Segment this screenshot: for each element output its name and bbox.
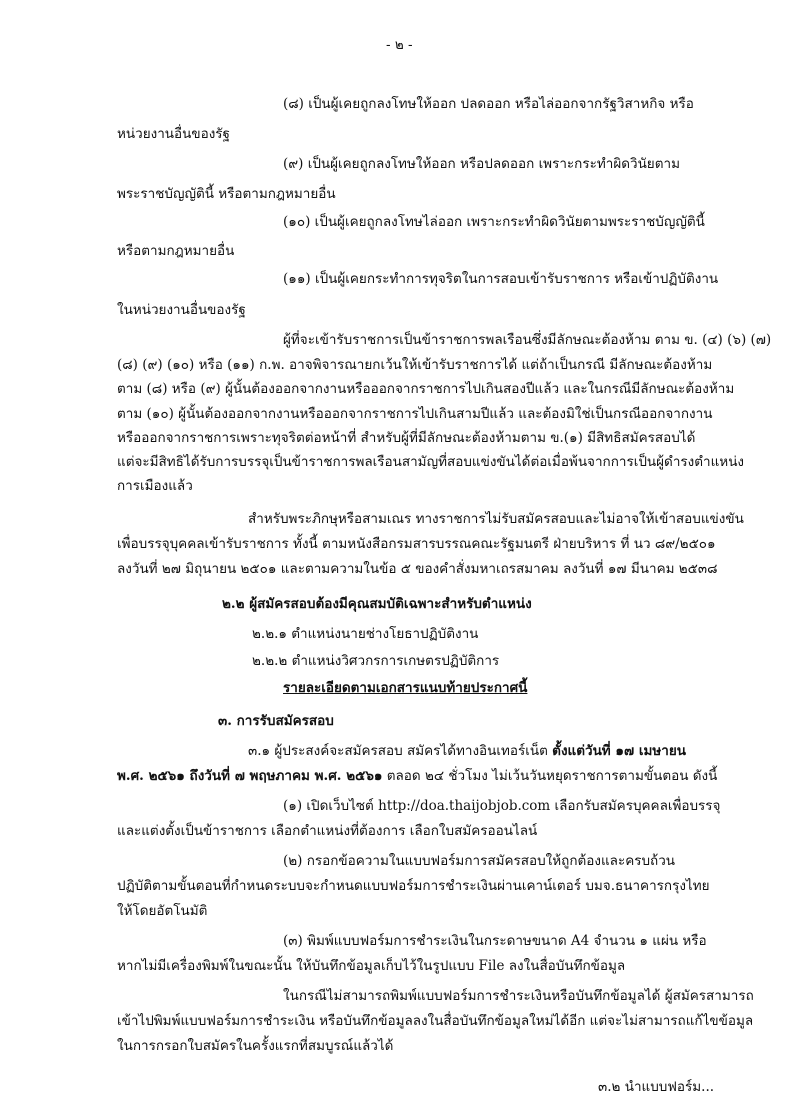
section-3-1-rest: ตลอด ๒๔ ชั่วโมง ไม่เว้นวันหยุดราชการตามขั้นตอน ดังนี้ <box>382 768 718 784</box>
item-8-line-1: (๘) เป็นผู้เคยถูกลงโทษให้ออก ปลดออก หรือไล่ออกจากรัฐวิสาหกิจ หรือ <box>283 96 694 112</box>
section-3-1-line-2 <box>117 767 717 785</box>
fallback-line-1: ในกรณีไม่สามารถพิมพ์แบบฟอร์มการชำระเงินหรือบันทึกข้อมูลได้ ผู้สมัครสามารถ <box>283 988 754 1004</box>
footer-continuation: ๓.๒ นำแบบฟอร์ม... <box>598 1079 715 1095</box>
section-3-heading: ๓. การรับสมัครสอบ <box>218 713 334 729</box>
item-10-line-1: (๑๐) เป็นผู้เคยถูกลงโทษไล่ออก เพราะกระทำผิดวินัยตามพระราชบัญญัตินี้ <box>283 214 705 230</box>
step-1-line-1: (๑) เปิดเว็บไซต์ http://doa.thaijobjob.com เลือกรับสมัครบุคคลเพื่อบรรจุ <box>283 798 721 814</box>
exemption-line-7: การเมืองแล้ว <box>117 478 193 494</box>
item-8-line-2: หน่วยงานอื่นของรัฐ <box>117 126 230 142</box>
step-2-line-3: ให้โดยอัตโนมัติ <box>117 903 208 919</box>
item-11-line-2: ในหน่วยงานอื่นของรัฐ <box>117 302 246 318</box>
section-2-2-heading: ๒.๒ ผู้สมัครสอบต้องมีคุณสมบัติเฉพาะสำหรับตำแหน่ง <box>222 596 532 612</box>
position-2-2-2: ๒.๒.๒ ตำแหน่งวิศวกรการเกษตรปฏิบัติการ <box>252 653 500 669</box>
application-end-date: พ.ศ. ๒๕๖๑ ถึงวันที่ ๗ พฤษภาคม พ.ศ. ๒๕๖๑ <box>117 768 383 784</box>
application-start-date: ตั้งแต่วันที่ ๑๗ เมษายน <box>552 743 686 759</box>
item-11-line-1: (๑๑) เป็นผู้เคยกระทำการทุจริตในการสอบเข้ารับราชการ หรือเข้าปฏิบัติงาน <box>283 271 719 287</box>
fallback-line-3: ในการกรอกใบสมัครในครั้งแรกที่สมบูรณ์แล้วได้ <box>117 1038 394 1054</box>
section-3-1-line-1 <box>248 742 686 760</box>
section-3-1-intro: ๓.๑ ผู้ประสงค์จะสมัครสอบ สมัครได้ทางอินเทอร์เน็ต <box>248 743 553 759</box>
item-9-line-2: พระราชบัญญัตินี้ หรือตามกฎหมายอื่น <box>117 186 336 202</box>
step-3-line-2: หากไม่มีเครื่องพิมพ์ในขณะนั้น ให้บันทึกข้อมูลเก็บไว้ในรูปแบบ File ลงในสื่อบันทึกข้อมูล <box>117 958 626 974</box>
monks-line-3: ลงวันที่ ๒๗ มิถุนายน ๒๕๐๑ และตามความในข้อ ๕ ของคำสั่งมหาเถรสมาคม ลงวันที่ ๑๗ มีนาคม ๒๕๓๘ <box>117 561 718 577</box>
exemption-line-6: แต่จะมีสิทธิได้รับการบรรจุเป็นข้าราชการพลเรือนสามัญที่สอบแข่งขันได้ต่อเมื่อพ้นจากการเป็นผู้ดำรงตำแหน่ง <box>117 454 745 470</box>
item-10-line-2: หรือตามกฎหมายอื่น <box>117 243 235 259</box>
position-2-2-1: ๒.๒.๑ ตำแหน่งนายช่างโยธาปฏิบัติงาน <box>252 626 479 642</box>
page-number: - ๒ - <box>386 37 413 53</box>
step-3-line-1: (๓) พิมพ์แบบฟอร์มการชำระเงินในกระดาษขนาด A4 จำนวน ๑ แผ่น หรือ <box>283 933 707 949</box>
monks-line-1: สำหรับพระภิกษุหรือสามเณร ทางราชการไม่รับสมัครสอบและไม่อาจให้เข้าสอบแข่งขัน <box>248 511 744 527</box>
monks-line-2: เพื่อบรรจุบุคคลเข้ารับราชการ ทั้งนี้ ตามหนังสือกรมสารบรรณคณะรัฐมนตรี ฝ่ายบริหาร ที่ นว ๘๙/๒๕๐๑ <box>117 536 716 552</box>
attachment-note: รายละเอียดตามเอกสารแนบท้ายประกาศนี้ <box>283 680 528 696</box>
exemption-line-2: (๘) (๙) (๑๐) หรือ (๑๑) ก.พ. อาจพิจารณายกเว้นให้เข้ารับราชการได้ แต่ถ้าเป็นกรณี มีลักษณะต้องห้าม <box>117 357 713 373</box>
exemption-line-3: ตาม (๘) หรือ (๙) ผู้นั้นต้องออกจากงานหรือออกจากราชการไปเกินสองปีแล้ว และในกรณีมีลักษณะต้องห้าม <box>117 381 735 397</box>
item-9-line-1: (๙) เป็นผู้เคยถูกลงโทษให้ออก หรือปลดออก เพราะกระทำผิดวินัยตาม <box>283 156 680 172</box>
step-2-line-1: (๒) กรอกข้อความในแบบฟอร์มการสมัครสอบให้ถูกต้องและครบถ้วน <box>283 853 676 869</box>
fallback-line-2: เข้าไปพิมพ์แบบฟอร์มการชำระเงิน หรือบันทึกข้อมูลลงในสื่อบันทึกข้อมูลใหม่ได้อีก แต่จะไม่สามารถแก้ไขข้อมูล <box>117 1013 754 1029</box>
exemption-line-4: ตาม (๑๐) ผู้นั้นต้องออกจากงานหรือออกจากราชการไปเกินสามปีแล้ว และต้องมิใช่เป็นกรณีออกจากงาน <box>117 406 713 422</box>
exemption-line-1: ผู้ที่จะเข้ารับราชการเป็นข้าราชการพลเรือนซึ่งมีลักษณะต้องห้าม ตาม ข. (๔) (๖) (๗) <box>283 332 772 348</box>
step-2-line-2: ปฏิบัติตามขั้นตอนที่กำหนดระบบจะกำหนดแบบฟอร์มการชำระเงินผ่านเคาน์เตอร์ บมจ.ธนาคารกรุงไทย <box>117 878 710 894</box>
exemption-line-5: หรือออกจากราชการเพราะทุจริตต่อหน้าที่ สำหรับผู้ที่มีลักษณะต้องห้ามตาม ข.(๑) มีสิทธิสมัครสอบได้ <box>117 430 696 446</box>
step-1-line-2: และแต่งตั้งเป็นข้าราชการ เลือกตำแหน่งที่ต้องการ เลือกใบสมัครออนไลน์ <box>117 823 538 839</box>
